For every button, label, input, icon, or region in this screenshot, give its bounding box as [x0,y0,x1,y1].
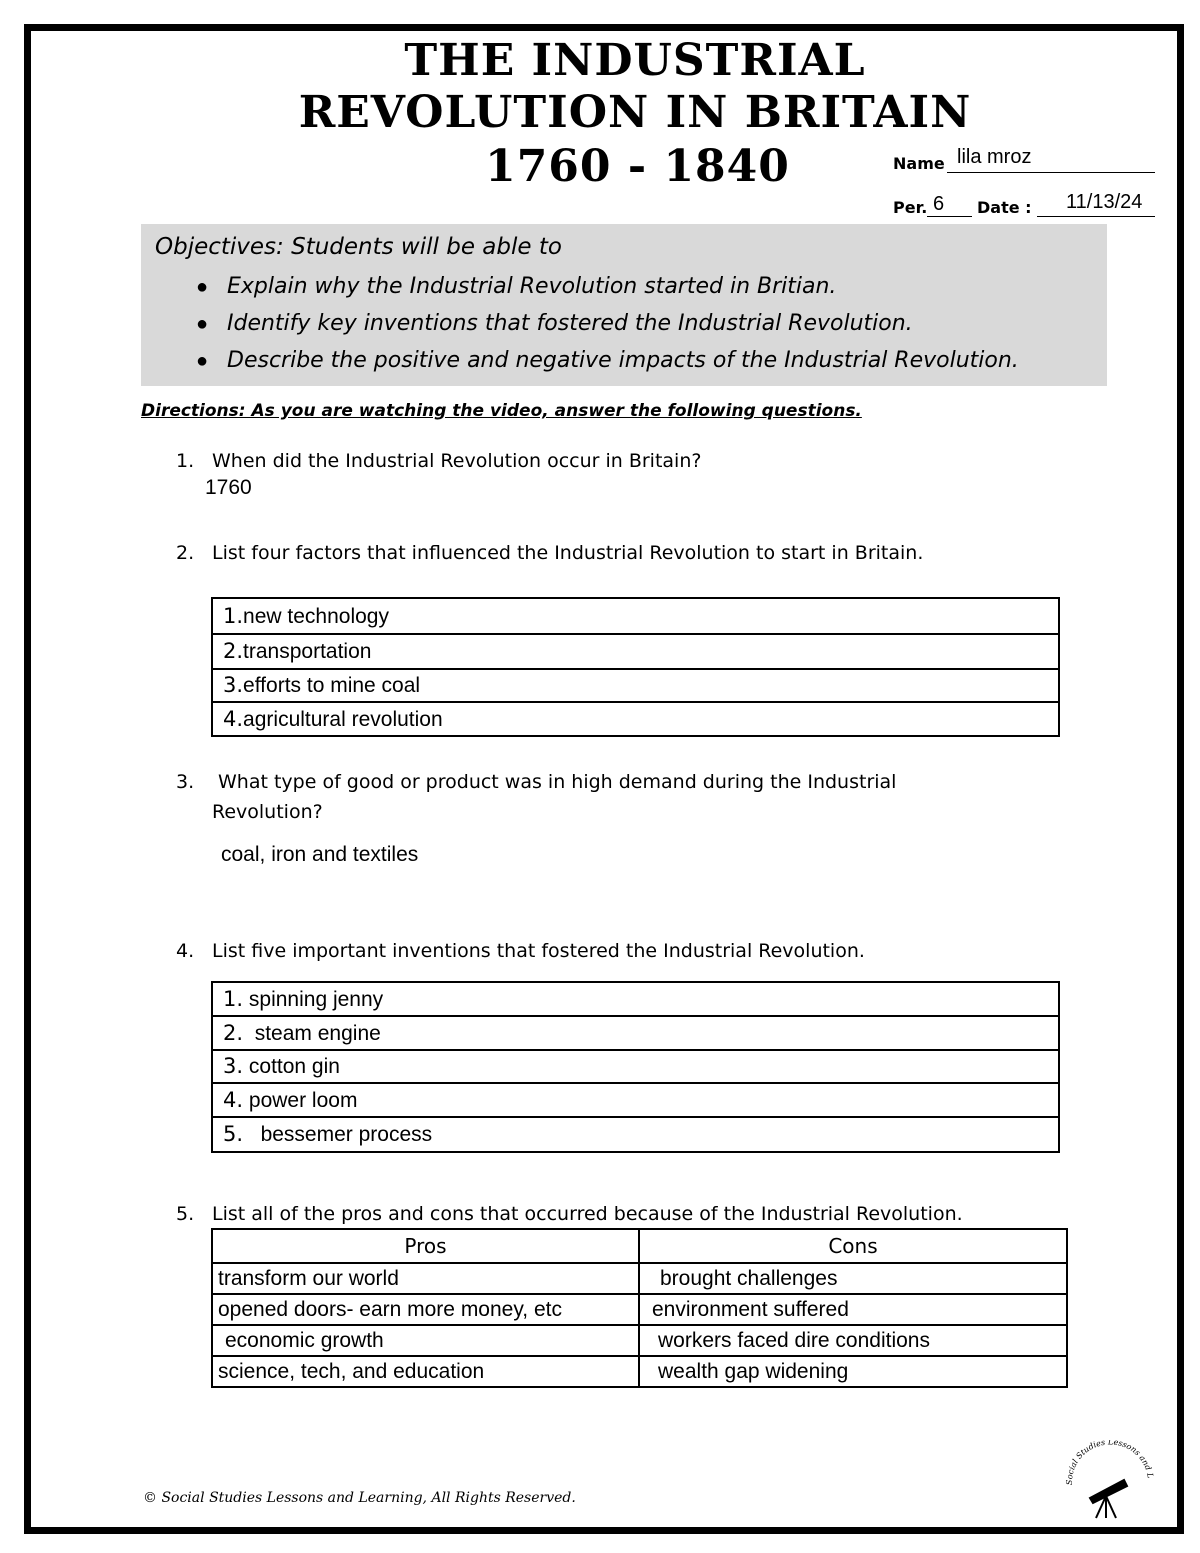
table-row [212,1325,1067,1356]
row-number: 4. [223,1087,244,1112]
pros-header: Pros [212,1229,639,1263]
table-row [212,1263,1067,1294]
publisher-logo [1062,1440,1162,1520]
objective-item: Explain why the Industrial Revolution started in Britian. [227,274,837,299]
date-field[interactable]: 11/13/24 [1066,191,1143,213]
title-line-2: REVOLUTION IN BRITAIN [298,87,972,138]
factor-answer[interactable]: agricultural revolution [243,707,443,731]
question-3-text: What type of good or product was in high demand during the Industrial Revolution? [212,771,897,823]
row-number: 3. [223,1054,244,1078]
table-row [212,1356,1067,1387]
objectives-heading: Objectives: Students will be able to [155,234,562,260]
period-label: Per. [893,198,928,217]
pro-cell[interactable]: opened doors- earn more money, etc [212,1294,639,1325]
objective-item: Identify key inventions that fostered the Industrial Revolution. [227,311,913,336]
invention-cell[interactable] [212,1117,1059,1152]
pro-cell[interactable]: economic growth [212,1325,639,1356]
question-5-text: List all of the pros and cons that occurred because of the Industrial Revolution. [212,1203,963,1225]
table-row [212,1294,1067,1325]
name-field[interactable]: lila mroz [957,146,1032,168]
factor-cell[interactable] [212,598,1059,634]
row-number: 3. [223,673,244,697]
con-cell[interactable]: environment suffered [639,1294,1067,1325]
svg-text:Social Studies Lessons and Lea [1062,1440,1155,1485]
factor-answer[interactable]: new technology [243,604,389,628]
factors-table [211,597,1060,737]
invention-cell[interactable] [212,1083,1059,1117]
name-label: Name [893,154,945,173]
question-1-answer[interactable]: 1760 [205,476,252,499]
directions: Directions: As you are watching the video, answer the following questions. [141,401,862,421]
invention-answer[interactable]: steam engine [254,1021,381,1045]
con-cell[interactable]: workers faced dire conditions [639,1325,1067,1356]
row-number: 2. [223,639,244,663]
objectives-box [141,224,1107,386]
cons-header: Cons [639,1229,1067,1263]
table-row [212,1050,1059,1083]
bullet-icon: ● [196,313,209,335]
question-number: 5. [176,1203,195,1225]
question-number: 3. [176,771,195,793]
invention-answer[interactable]: cotton gin [248,1055,340,1078]
con-cell[interactable]: brought challenges [639,1263,1067,1294]
bullet-icon: ● [196,350,209,372]
row-number: 4. [223,706,244,731]
question-1-text: When did the Industrial Revolution occur in Britain? [212,450,702,472]
bullet-icon: ● [196,276,209,298]
inventions-table [211,981,1060,1153]
title-years: 1760 - 1840 [485,141,790,192]
row-number: 2. [223,1020,244,1045]
table-row [212,598,1059,634]
question-number: 4. [176,940,195,962]
table-row [212,634,1059,669]
objective-item: Describe the positive and negative impacts of the Industrial Revolution. [227,348,1019,373]
table-row [212,1083,1059,1117]
invention-answer[interactable]: power loom [248,1088,358,1112]
factor-cell[interactable] [212,702,1059,736]
logo-text: Social Studies Lessons and L [1064,1440,1155,1486]
title-line-1: THE INDUSTRIAL [404,35,866,86]
row-number: 1. [223,603,244,628]
table-row [212,702,1059,736]
date-label: Date : [977,198,1032,217]
factor-answer[interactable]: transportation [243,640,372,663]
table-row [212,669,1059,702]
pros-cons-table [211,1228,1068,1388]
invention-cell[interactable] [212,1016,1059,1050]
table-header-row [212,1229,1067,1263]
name-line [947,172,1155,173]
date-line [1037,216,1155,217]
period-field[interactable]: 6 [933,193,945,215]
con-cell[interactable]: wealth gap widening [639,1356,1067,1387]
factor-answer[interactable]: efforts to mine coal [243,674,421,697]
question-3-answer[interactable]: coal, iron and textiles [221,843,419,866]
period-line [927,216,972,217]
question-number: 1. [176,450,195,472]
pro-cell[interactable]: science, tech, and education [212,1356,639,1387]
copyright-footer: © Social Studies Lessons and Learning, All Rights Reserved. [143,1490,576,1506]
invention-cell[interactable] [212,982,1059,1016]
row-number: 5. [223,1122,244,1146]
invention-answer[interactable]: bessemer process [260,1123,433,1146]
invention-answer[interactable]: spinning jenny [248,987,384,1011]
pro-cell[interactable]: transform our world [212,1263,639,1294]
question-4-text: List five important inventions that fostered the Industrial Revolution. [212,940,865,962]
question-number: 2. [176,542,195,564]
question-2-text: List four factors that influenced the Industrial Revolution to start in Britain. [212,542,924,564]
table-row [212,982,1059,1016]
telescope-icon [1062,1440,1162,1520]
table-row [212,1016,1059,1050]
table-row [212,1117,1059,1152]
factor-cell[interactable] [212,669,1059,702]
factor-cell[interactable] [212,634,1059,669]
row-number: 1. [223,986,244,1011]
invention-cell[interactable] [212,1050,1059,1083]
